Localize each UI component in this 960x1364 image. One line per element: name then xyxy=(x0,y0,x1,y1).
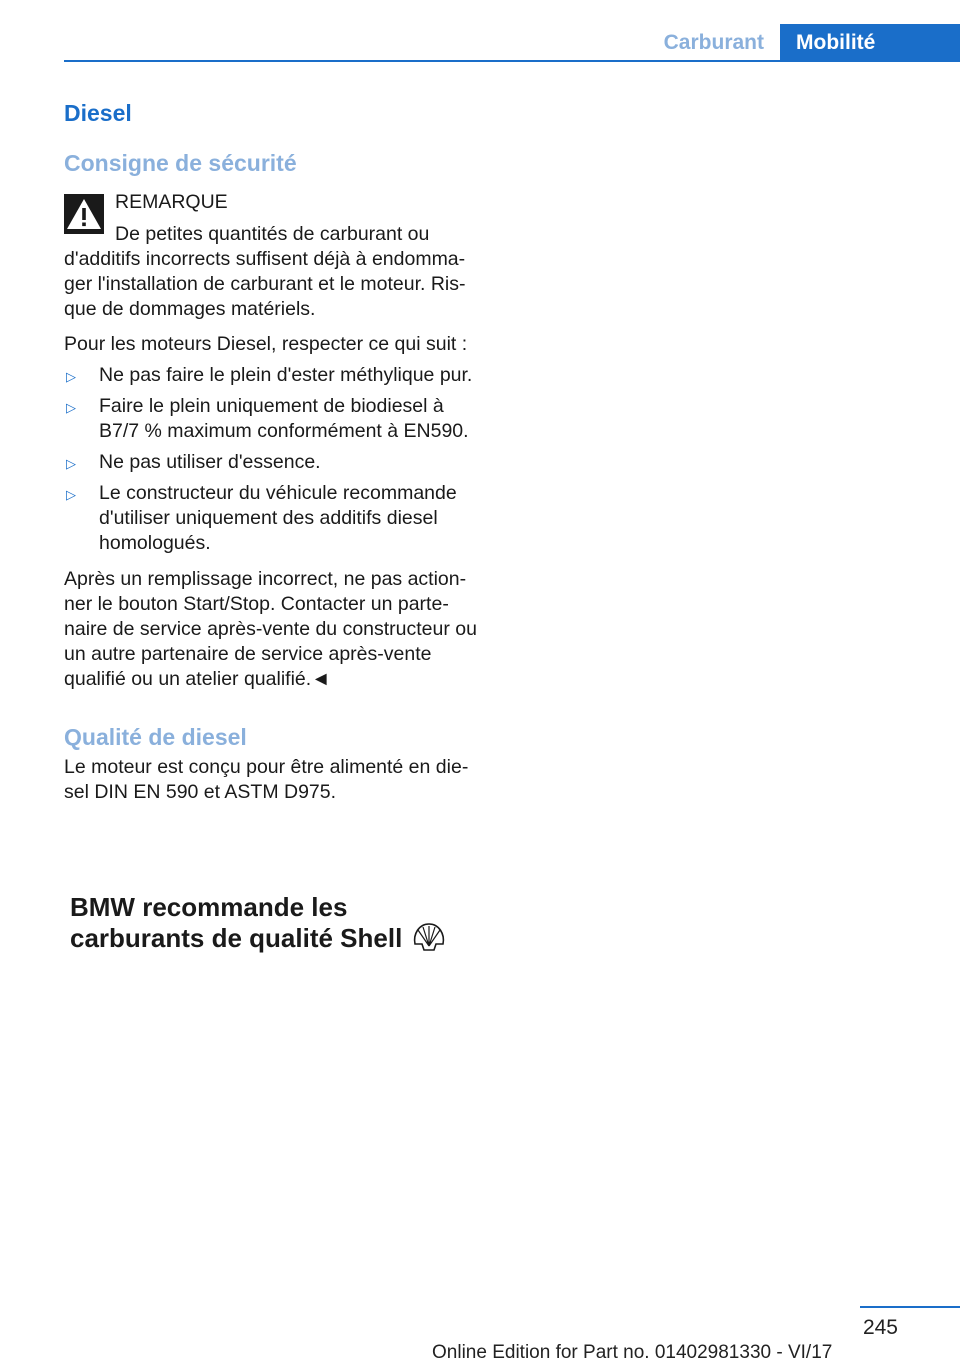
triangle-right-icon: ▷ xyxy=(66,369,76,384)
banner-line-1: BMW recommande les xyxy=(70,892,348,922)
header-rule xyxy=(64,60,960,62)
list-item: ▷ Ne pas faire le plein d'ester méthylique pur. xyxy=(64,363,482,388)
after-misfuel-text: Après un remplissage incorrect, ne pas action-ner le bouton Start/Stop. Contacter un parte-naire de service après-vente du constructeur ou un autre partenaire de service après-vente qualifié ou un atelier qualifié.◄ xyxy=(64,568,477,690)
intro-text: Pour les moteurs Diesel, respecter ce qui suit : xyxy=(64,333,468,355)
warning-label: REMARQUE xyxy=(115,191,228,213)
shell-logo-icon xyxy=(412,922,446,952)
edition-footer: Online Edition for Part no. 01402981330 - VI/17 xyxy=(432,1342,833,1363)
shell-recommendation-banner xyxy=(70,892,402,954)
diesel-quality-text: Le moteur est conçu pour être alimenté en die-sel DIN EN 590 et ASTM D975. xyxy=(64,756,469,803)
list-item: ▷ Faire le plein uniquement de biodiesel à B7/7 % maximum conformément à EN590. xyxy=(66,395,469,442)
list-item: ▷ Le constructeur du véhicule recommande d'utiliser uniquement des additifs diesel homologués. xyxy=(66,482,457,554)
header-section-label: Carburant xyxy=(663,31,764,54)
warning-body: De petites quantités de carburant ou d'additifs incorrects suffisent déjà à endomma-ger l'installation de carburant et le moteur. Ris-que de dommages matériels. xyxy=(64,223,466,320)
footer-rule xyxy=(860,1306,960,1308)
page-number: 245 xyxy=(862,1316,898,1339)
header-tabs xyxy=(648,24,960,62)
section-title-diesel: Diesel xyxy=(64,100,132,126)
triangle-right-icon: ▷ xyxy=(66,456,76,471)
subtitle-safety: Consigne de sécurité xyxy=(64,150,297,176)
subtitle-diesel-quality: Qualité de diesel xyxy=(64,724,247,750)
triangle-right-icon: ▷ xyxy=(66,400,76,415)
requirement-list xyxy=(64,363,482,556)
triangle-right-icon: ▷ xyxy=(66,487,76,502)
banner-line-2: carburants de qualité Shell xyxy=(70,923,403,953)
header-chapter-tab: Mobilité xyxy=(780,24,960,62)
list-item: ▷ Ne pas utiliser d'essence. xyxy=(64,450,482,475)
